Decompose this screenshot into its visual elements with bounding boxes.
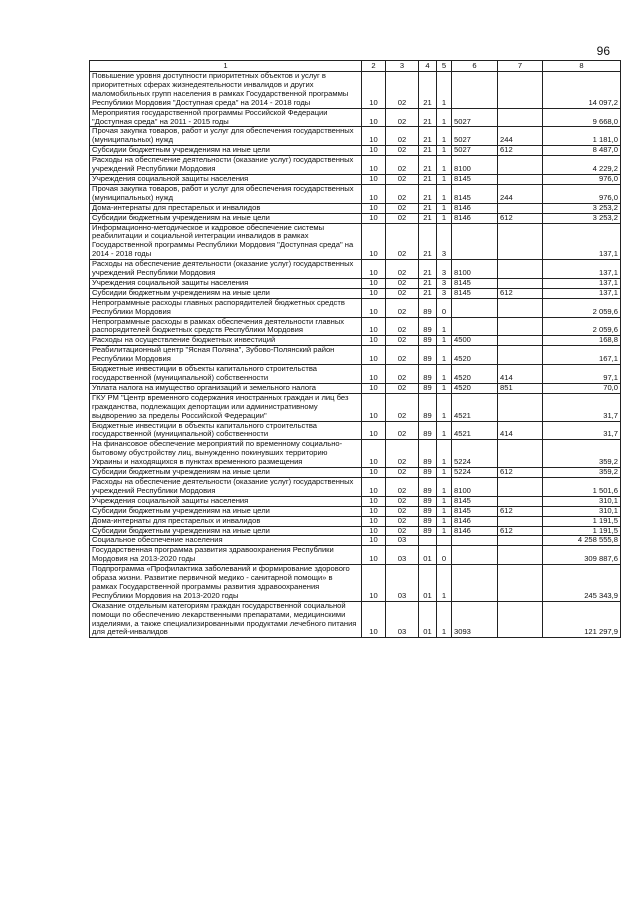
table-row (90, 565, 621, 602)
row-name-cell: Субсидии бюджетным учреждениям на иные цели (90, 213, 362, 223)
article-code-cell (452, 536, 498, 546)
program-code-cell: 21 (419, 260, 437, 279)
row-name-cell: Расходы на обеспечение деятельности (оказание услуг) государственных учреждений Республики Мордовия (90, 477, 362, 496)
program-code-cell: 89 (419, 336, 437, 346)
subprogram-code-cell: 1 (437, 440, 452, 468)
article-code-cell (452, 565, 498, 602)
program-code-cell: 89 (419, 506, 437, 516)
expense-type-cell (498, 601, 543, 638)
amount-cell: 137,1 (543, 278, 621, 288)
table-row (90, 223, 621, 260)
table-row (90, 526, 621, 536)
section-code-cell: 10 (362, 156, 386, 175)
subsection-code-cell: 02 (386, 203, 419, 213)
subprogram-code-cell: 1 (437, 496, 452, 506)
table-row (90, 288, 621, 298)
article-code-cell: 8145 (452, 496, 498, 506)
amount-cell: 168,8 (543, 336, 621, 346)
table-row (90, 546, 621, 565)
section-code-cell: 10 (362, 288, 386, 298)
table-row (90, 336, 621, 346)
table-row (90, 468, 621, 478)
section-code-cell: 10 (362, 526, 386, 536)
expense-type-cell (498, 203, 543, 213)
amount-cell: 31,7 (543, 393, 621, 421)
article-code-cell: 8145 (452, 506, 498, 516)
expense-type-cell: 612 (498, 146, 543, 156)
program-code-cell: 21 (419, 288, 437, 298)
subsection-code-cell: 02 (386, 184, 419, 203)
section-code-cell: 10 (362, 565, 386, 602)
section-code-cell: 10 (362, 421, 386, 440)
article-code-cell (452, 546, 498, 565)
table-row (90, 317, 621, 336)
amount-cell: 359,2 (543, 440, 621, 468)
article-code-cell (452, 298, 498, 317)
expense-type-cell (498, 108, 543, 127)
section-code-cell: 10 (362, 146, 386, 156)
program-code-cell (419, 536, 437, 546)
expense-type-cell (498, 72, 543, 109)
row-name-cell: Оказание отдельным категориям граждан государственной социальной помощи по обеспечению лекарственными препаратами, медицинскими изделиями, а также специализированными продуктами лечебного питания для детей-инвалидов (90, 601, 362, 638)
section-code-cell: 10 (362, 468, 386, 478)
program-code-cell: 21 (419, 156, 437, 175)
article-code-cell: 8145 (452, 174, 498, 184)
amount-cell: 70,0 (543, 383, 621, 393)
amount-cell: 976,0 (543, 184, 621, 203)
subsection-code-cell: 02 (386, 393, 419, 421)
program-code-cell: 01 (419, 565, 437, 602)
subsection-code-cell: 02 (386, 108, 419, 127)
subsection-code-cell: 02 (386, 298, 419, 317)
subprogram-code-cell: 3 (437, 260, 452, 279)
row-name-cell: Расходы на осуществление бюджетных инвестиций (90, 336, 362, 346)
article-code-cell: 4520 (452, 383, 498, 393)
article-code-cell: 8146 (452, 203, 498, 213)
row-name-cell: Прочая закупка товаров, работ и услуг для обеспечения государственных (муниципальных) нужд (90, 127, 362, 146)
expense-type-cell (498, 477, 543, 496)
table-row (90, 174, 621, 184)
row-name-cell: Уплата налога на имущество организаций и земельного налога (90, 383, 362, 393)
subsection-code-cell: 03 (386, 546, 419, 565)
subsection-code-cell: 02 (386, 468, 419, 478)
table-row (90, 260, 621, 279)
budget-table (89, 60, 621, 638)
subprogram-code-cell: 1 (437, 506, 452, 516)
program-code-cell: 01 (419, 546, 437, 565)
row-name-cell: Субсидии бюджетным учреждениям на иные цели (90, 468, 362, 478)
amount-cell: 245 343,9 (543, 565, 621, 602)
amount-cell: 1 501,6 (543, 477, 621, 496)
amount-cell: 359,2 (543, 468, 621, 478)
table-row (90, 496, 621, 506)
amount-cell: 97,1 (543, 365, 621, 384)
program-code-cell: 89 (419, 317, 437, 336)
subprogram-code-cell: 1 (437, 346, 452, 365)
amount-cell: 14 097,2 (543, 72, 621, 109)
section-code-cell: 10 (362, 506, 386, 516)
subprogram-code-cell: 1 (437, 365, 452, 384)
program-code-cell: 21 (419, 108, 437, 127)
program-code-cell: 89 (419, 477, 437, 496)
amount-cell: 2 059,6 (543, 298, 621, 317)
table-row (90, 477, 621, 496)
program-code-cell: 21 (419, 203, 437, 213)
expense-type-cell (498, 496, 543, 506)
section-code-cell: 10 (362, 184, 386, 203)
subsection-code-cell: 02 (386, 317, 419, 336)
expense-type-cell (498, 156, 543, 175)
section-code-cell: 10 (362, 346, 386, 365)
subprogram-code-cell: 1 (437, 146, 452, 156)
subprogram-code-cell: 1 (437, 477, 452, 496)
row-name-cell: Мероприятия государственной программы Российской Федерации "Доступная среда" на 2011 - 2015 годы (90, 108, 362, 127)
amount-cell: 2 059,6 (543, 317, 621, 336)
expense-type-cell (498, 516, 543, 526)
row-name-cell: Реабилитационный центр "Ясная Поляна", Зубово-Полянский район Республики Мордовия (90, 346, 362, 365)
amount-cell: 137,1 (543, 260, 621, 279)
section-code-cell: 10 (362, 108, 386, 127)
table-row (90, 213, 621, 223)
expense-type-cell: 244 (498, 127, 543, 146)
section-code-cell: 10 (362, 213, 386, 223)
article-code-cell: 8100 (452, 156, 498, 175)
expense-type-cell (498, 565, 543, 602)
subsection-code-cell: 03 (386, 536, 419, 546)
article-code-cell: 3093 (452, 601, 498, 638)
article-code-cell: 4520 (452, 365, 498, 384)
subprogram-code-cell: 1 (437, 565, 452, 602)
row-name-cell: Повышение уровня доступности приоритетных объектов и услуг в приоритетных сферах жизнедеятельности инвалидов и других маломобильных групп населения в рамках Государственной программы Республики Мордовия "Доступная среда" на 2014 - 2018 годы (90, 72, 362, 109)
article-code-cell (452, 223, 498, 260)
article-code-cell: 5224 (452, 440, 498, 468)
table-row (90, 516, 621, 526)
program-code-cell: 89 (419, 421, 437, 440)
table-row (90, 346, 621, 365)
program-code-cell: 21 (419, 174, 437, 184)
expense-type-cell (498, 223, 543, 260)
table-row (90, 421, 621, 440)
article-code-cell: 8146 (452, 526, 498, 536)
expense-type-cell: 414 (498, 365, 543, 384)
subsection-code-cell: 02 (386, 477, 419, 496)
subprogram-code-cell: 3 (437, 223, 452, 260)
section-code-cell: 10 (362, 393, 386, 421)
section-code-cell: 10 (362, 516, 386, 526)
article-code-cell: 4520 (452, 346, 498, 365)
row-name-cell: ГКУ РМ "Центр временного содержания иностранных граждан и лиц без гражданства, подлежащих депортации или административному выдворению за пределы Российской Федерации" (90, 393, 362, 421)
expense-type-cell (498, 346, 543, 365)
table-row (90, 298, 621, 317)
expense-type-cell: 612 (498, 506, 543, 516)
section-code-cell: 10 (362, 223, 386, 260)
expense-type-cell: 244 (498, 184, 543, 203)
program-code-cell: 89 (419, 440, 437, 468)
table-row (90, 127, 621, 146)
subprogram-code-cell: 1 (437, 468, 452, 478)
amount-cell: 310,1 (543, 496, 621, 506)
section-code-cell: 10 (362, 365, 386, 384)
row-name-cell: Дома-интернаты для престарелых и инвалидов (90, 203, 362, 213)
expense-type-cell (498, 278, 543, 288)
amount-cell: 4 258 555,8 (543, 536, 621, 546)
table-row (90, 72, 621, 109)
subsection-code-cell: 02 (386, 506, 419, 516)
row-name-cell: Субсидии бюджетным учреждениям на иные цели (90, 506, 362, 516)
subprogram-code-cell: 1 (437, 421, 452, 440)
table-row (90, 146, 621, 156)
article-code-cell: 8145 (452, 184, 498, 203)
article-code-cell: 5027 (452, 108, 498, 127)
expense-type-cell: 414 (498, 421, 543, 440)
amount-cell: 167,1 (543, 346, 621, 365)
row-name-cell: Дома-интернаты для престарелых и инвалидов (90, 516, 362, 526)
subsection-code-cell: 02 (386, 127, 419, 146)
section-code-cell: 10 (362, 336, 386, 346)
amount-cell: 1 191,5 (543, 516, 621, 526)
program-code-cell: 89 (419, 468, 437, 478)
subsection-code-cell: 02 (386, 516, 419, 526)
section-code-cell: 10 (362, 601, 386, 638)
page-number: 96 (596, 44, 610, 58)
row-name-cell: Субсидии бюджетным учреждениям на иные цели (90, 288, 362, 298)
subsection-code-cell: 02 (386, 440, 419, 468)
header-cell: 2 (362, 61, 386, 72)
article-code-cell: 8146 (452, 516, 498, 526)
subprogram-code-cell: 1 (437, 317, 452, 336)
amount-cell: 137,1 (543, 223, 621, 260)
row-name-cell: Социальное обеспечение населения (90, 536, 362, 546)
subprogram-code-cell: 1 (437, 184, 452, 203)
row-name-cell: Подпрограмма «Профилактика заболеваний и формирование здорового образа жизни. Развитие первичной медико - санитарной помощи» в рамках Государственной программы развития здравоохранения Республики Мордовия на 2013-2020 годы (90, 565, 362, 602)
row-name-cell: На финансовое обеспечение мероприятий по временному социально-бытовому обустройству лиц, вынужденно покинувших территорию Украины и находящихся в пунктах временного размещения (90, 440, 362, 468)
header-cell: 1 (90, 61, 362, 72)
amount-cell: 976,0 (543, 174, 621, 184)
table-row (90, 440, 621, 468)
table-row (90, 184, 621, 203)
row-name-cell: Прочая закупка товаров, работ и услуг для обеспечения государственных (муниципальных) нужд (90, 184, 362, 203)
expense-type-cell: 612 (498, 213, 543, 223)
subsection-code-cell: 02 (386, 288, 419, 298)
amount-cell: 1 191,5 (543, 526, 621, 536)
row-name-cell: Бюджетные инвестиции в объекты капитального строительства государственной (муниципальной) собственности (90, 365, 362, 384)
subprogram-code-cell: 1 (437, 601, 452, 638)
section-code-cell: 10 (362, 203, 386, 213)
subprogram-code-cell: 3 (437, 288, 452, 298)
subsection-code-cell: 02 (386, 223, 419, 260)
row-name-cell: Непрограммные расходы в рамках обеспечения деятельности главных распорядителей бюджетных средств Республики Мордовия (90, 317, 362, 336)
amount-cell: 3 253,2 (543, 213, 621, 223)
table-row (90, 383, 621, 393)
expense-type-cell (498, 336, 543, 346)
subsection-code-cell: 02 (386, 383, 419, 393)
subsection-code-cell: 02 (386, 213, 419, 223)
section-code-cell: 10 (362, 477, 386, 496)
section-code-cell: 10 (362, 546, 386, 565)
table-row (90, 278, 621, 288)
subprogram-code-cell: 1 (437, 526, 452, 536)
header-cell: 4 (419, 61, 437, 72)
subsection-code-cell: 02 (386, 421, 419, 440)
subsection-code-cell: 02 (386, 496, 419, 506)
program-code-cell: 89 (419, 496, 437, 506)
expense-type-cell (498, 536, 543, 546)
table-row (90, 393, 621, 421)
program-code-cell: 89 (419, 393, 437, 421)
row-name-cell: Бюджетные инвестиции в объекты капитального строительства государственной (муниципальной) собственности (90, 421, 362, 440)
section-code-cell: 10 (362, 298, 386, 317)
row-name-cell: Субсидии бюджетным учреждениям на иные цели (90, 146, 362, 156)
expense-type-cell (498, 174, 543, 184)
subsection-code-cell: 02 (386, 336, 419, 346)
amount-cell: 310,1 (543, 506, 621, 516)
program-code-cell: 21 (419, 146, 437, 156)
article-code-cell (452, 317, 498, 336)
subprogram-code-cell: 1 (437, 336, 452, 346)
amount-cell: 31,7 (543, 421, 621, 440)
table-row (90, 203, 621, 213)
program-code-cell: 89 (419, 383, 437, 393)
subprogram-code-cell: 1 (437, 72, 452, 109)
article-code-cell: 4521 (452, 421, 498, 440)
row-name-cell: Расходы на обеспечение деятельности (оказание услуг) государственных учреждений Республики Мордовия (90, 260, 362, 279)
program-code-cell: 21 (419, 127, 437, 146)
expense-type-cell (498, 298, 543, 317)
row-name-cell: Государственная программа развития здравоохранения Республики Мордовия на 2013-2020 годы (90, 546, 362, 565)
section-code-cell: 10 (362, 278, 386, 288)
section-code-cell: 10 (362, 260, 386, 279)
table-row (90, 156, 621, 175)
subprogram-code-cell: 1 (437, 108, 452, 127)
subsection-code-cell: 02 (386, 146, 419, 156)
amount-cell: 8 487,0 (543, 146, 621, 156)
table-row (90, 365, 621, 384)
row-name-cell: Непрограммные расходы главных распорядителей бюджетных средств Республики Мордовия (90, 298, 362, 317)
program-code-cell: 89 (419, 365, 437, 384)
subprogram-code-cell: 1 (437, 156, 452, 175)
section-code-cell: 10 (362, 496, 386, 506)
program-code-cell: 89 (419, 526, 437, 536)
table-header-row (90, 61, 621, 72)
header-cell: 8 (543, 61, 621, 72)
amount-cell: 1 181,0 (543, 127, 621, 146)
article-code-cell: 8145 (452, 288, 498, 298)
expense-type-cell: 612 (498, 288, 543, 298)
program-code-cell: 21 (419, 184, 437, 203)
row-name-cell: Субсидии бюджетным учреждениям на иные цели (90, 526, 362, 536)
header-cell: 6 (452, 61, 498, 72)
subprogram-code-cell: 1 (437, 383, 452, 393)
table-row (90, 536, 621, 546)
article-code-cell: 4521 (452, 393, 498, 421)
program-code-cell: 21 (419, 278, 437, 288)
program-code-cell: 21 (419, 213, 437, 223)
subsection-code-cell: 03 (386, 601, 419, 638)
subsection-code-cell: 02 (386, 72, 419, 109)
program-code-cell: 89 (419, 516, 437, 526)
subsection-code-cell: 03 (386, 565, 419, 602)
section-code-cell: 10 (362, 72, 386, 109)
expense-type-cell (498, 317, 543, 336)
section-code-cell: 10 (362, 127, 386, 146)
section-code-cell: 10 (362, 536, 386, 546)
article-code-cell (452, 72, 498, 109)
header-cell: 7 (498, 61, 543, 72)
subprogram-code-cell: 1 (437, 516, 452, 526)
subprogram-code-cell: 1 (437, 213, 452, 223)
row-name-cell: Расходы на обеспечение деятельности (оказание услуг) государственных учреждений Республики Мордовия (90, 156, 362, 175)
subsection-code-cell: 02 (386, 174, 419, 184)
subprogram-code-cell: 0 (437, 298, 452, 317)
table-row (90, 506, 621, 516)
amount-cell: 137,1 (543, 288, 621, 298)
subsection-code-cell: 02 (386, 365, 419, 384)
subprogram-code-cell (437, 536, 452, 546)
subsection-code-cell: 02 (386, 156, 419, 175)
subsection-code-cell: 02 (386, 526, 419, 536)
expense-type-cell (498, 546, 543, 565)
subprogram-code-cell: 1 (437, 393, 452, 421)
section-code-cell: 10 (362, 317, 386, 336)
row-name-cell: Учреждения социальной защиты населения (90, 496, 362, 506)
section-code-cell: 10 (362, 383, 386, 393)
program-code-cell: 89 (419, 346, 437, 365)
amount-cell: 9 668,0 (543, 108, 621, 127)
article-code-cell: 4500 (452, 336, 498, 346)
subsection-code-cell: 02 (386, 278, 419, 288)
program-code-cell: 21 (419, 223, 437, 260)
section-code-cell: 10 (362, 440, 386, 468)
header-cell: 3 (386, 61, 419, 72)
subsection-code-cell: 02 (386, 346, 419, 365)
article-code-cell: 8146 (452, 213, 498, 223)
subprogram-code-cell: 3 (437, 278, 452, 288)
article-code-cell: 8145 (452, 278, 498, 288)
article-code-cell: 8100 (452, 260, 498, 279)
subprogram-code-cell: 1 (437, 174, 452, 184)
article-code-cell: 5224 (452, 468, 498, 478)
subprogram-code-cell: 0 (437, 546, 452, 565)
header-cell: 5 (437, 61, 452, 72)
program-code-cell: 21 (419, 72, 437, 109)
section-code-cell: 10 (362, 174, 386, 184)
expense-type-cell (498, 440, 543, 468)
table-row (90, 601, 621, 638)
expense-type-cell (498, 260, 543, 279)
article-code-cell: 8100 (452, 477, 498, 496)
expense-type-cell: 851 (498, 383, 543, 393)
expense-type-cell (498, 393, 543, 421)
row-name-cell: Информационно-методическое и кадровое обеспечение системы реабилитации и социальной интеграции инвалидов в рамках Государственной программы Республики Мордовия "Доступная среда" на 2014 - 2018 годы (90, 223, 362, 260)
article-code-cell: 5027 (452, 127, 498, 146)
amount-cell: 4 229,2 (543, 156, 621, 175)
amount-cell: 121 297,9 (543, 601, 621, 638)
subprogram-code-cell: 1 (437, 203, 452, 213)
article-code-cell: 5027 (452, 146, 498, 156)
expense-type-cell: 612 (498, 526, 543, 536)
table-row (90, 108, 621, 127)
subprogram-code-cell: 1 (437, 127, 452, 146)
program-code-cell: 89 (419, 298, 437, 317)
expense-type-cell: 612 (498, 468, 543, 478)
amount-cell: 309 887,6 (543, 546, 621, 565)
row-name-cell: Учреждения социальной защиты населения (90, 278, 362, 288)
program-code-cell: 01 (419, 601, 437, 638)
amount-cell: 3 253,2 (543, 203, 621, 213)
row-name-cell: Учреждения социальной защиты населения (90, 174, 362, 184)
subsection-code-cell: 02 (386, 260, 419, 279)
